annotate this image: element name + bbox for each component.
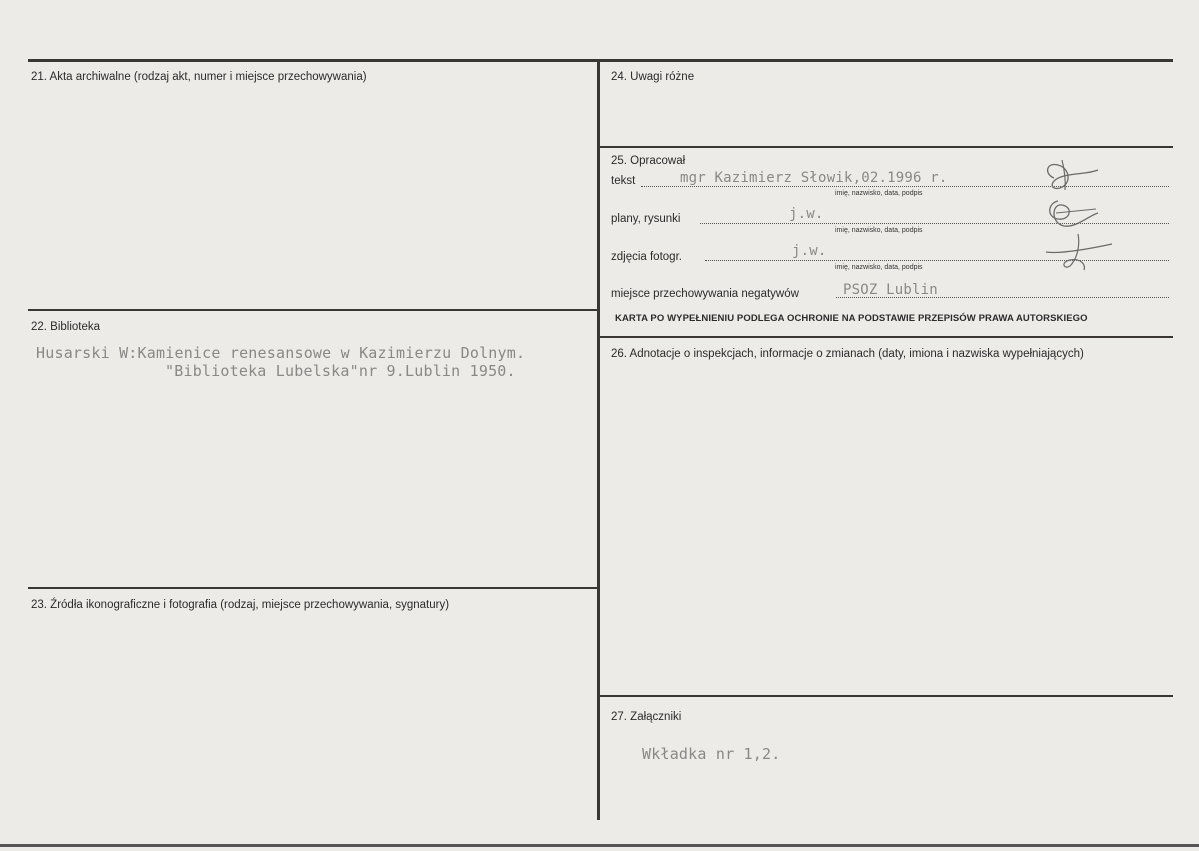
divider-24-25	[597, 146, 1173, 148]
divider-26-27	[597, 695, 1173, 697]
copyright-notice: KARTA PO WYPEŁNIENIU PODLEGA OCHRONIE NA PODSTAWIE PRZEPISÓW PRAWA AUTORSKIEGO	[615, 313, 1088, 324]
text-author-label: tekst	[611, 175, 636, 187]
signature-icon	[1040, 156, 1102, 194]
text-author-hint: imię, nazwisko, data, podpis	[835, 190, 923, 197]
bottom-border-line	[0, 844, 1199, 847]
plans-author-value: j.w.	[789, 206, 824, 222]
library-entry-line-2: "Biblioteka Lubelska"nr 9.Lublin 1950.	[165, 362, 516, 380]
photos-author-hint: imię, nazwisko, data, podpis	[835, 264, 923, 271]
library-entry-line-1: Husarski W:Kamienice renesansowe w Kazimierzu Dolnym.	[36, 344, 526, 362]
section-25-label: 25. Opracował	[611, 155, 686, 167]
divider-21-22	[28, 309, 600, 311]
photos-author-label: zdjęcia fotogr.	[611, 251, 682, 263]
section-21-label: 21. Akta archiwalne (rodzaj akt, numer i miejsce przechowywania)	[31, 71, 367, 83]
photos-author-value: j.w.	[792, 243, 827, 259]
negatives-location-label: miejsce przechowywania negatywów	[611, 288, 799, 300]
signature-icon	[1040, 230, 1116, 272]
section-22-label: 22. Biblioteka	[31, 321, 101, 333]
section-26-label: 26. Adnotacje o inspekcjach, informacje o zmianach (daty, imiona i nazwiska wypełniających)	[611, 348, 1084, 360]
section-23-label: 23. Źródła ikonograficzne i fotografia (rodzaj, miejsce przechowywania, sygnatury)	[31, 599, 450, 611]
attachments-value: Wkładka nr 1,2.	[642, 745, 781, 763]
plans-author-label: plany, rysunki	[611, 213, 681, 225]
divider-22-23	[28, 587, 600, 589]
signature-icon	[1040, 193, 1102, 233]
column-divider-line	[597, 59, 600, 820]
top-border-line	[28, 59, 1173, 62]
divider-25-26	[597, 336, 1173, 338]
plans-author-hint: imię, nazwisko, data, podpis	[835, 227, 923, 234]
text-author-value: mgr Kazimierz Słowik,02.1996 r.	[680, 170, 948, 186]
negatives-location-value: PSOZ Lublin	[843, 282, 938, 298]
section-27-label: 27. Załączniki	[611, 711, 682, 723]
section-24-label: 24. Uwagi różne	[611, 71, 695, 83]
